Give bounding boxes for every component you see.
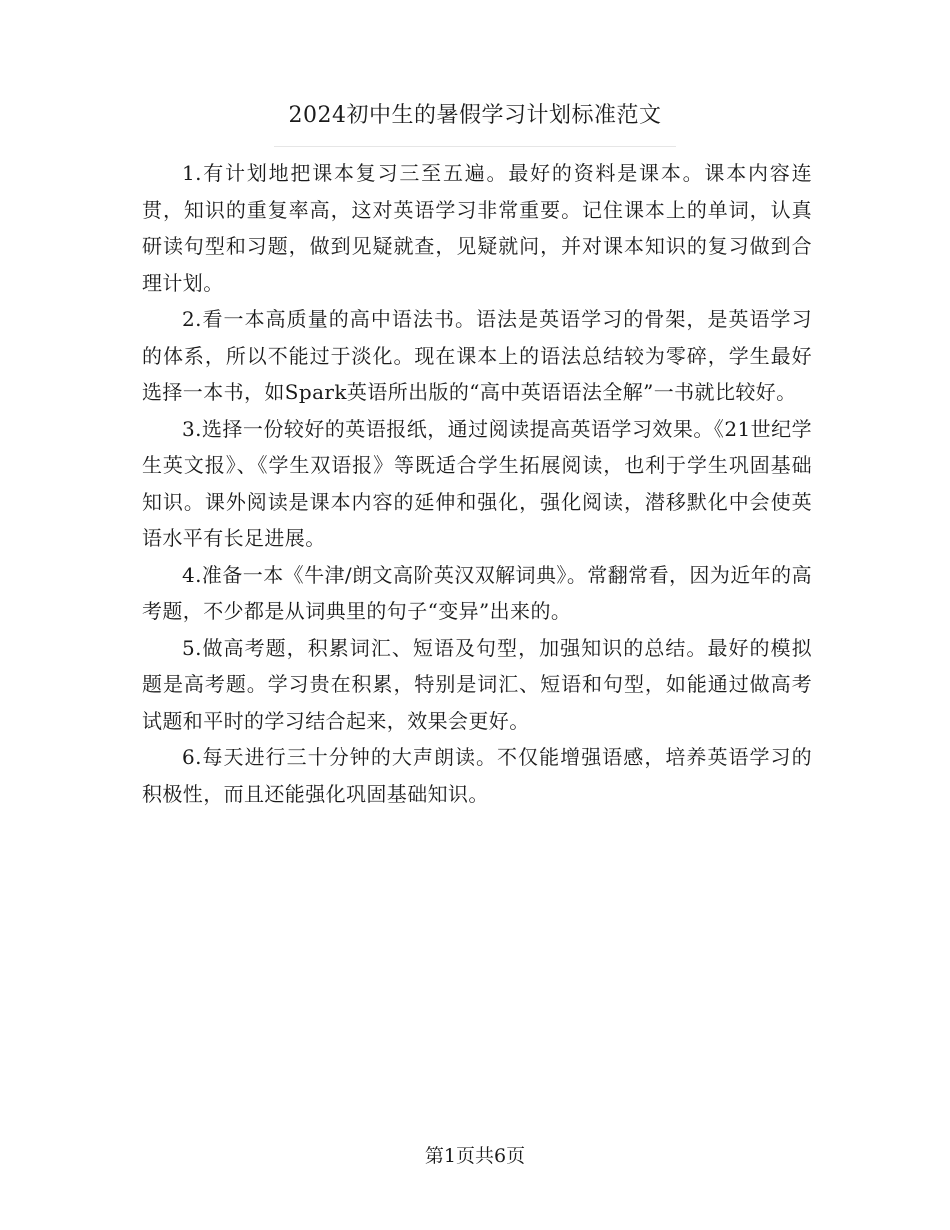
paragraph-3: 3.选择一份较好的英语报纸，通过阅读提高英语学习效果。《21世纪学生英文报》、《学生双语报》等既适合学生拓展阅读，也利于学生巩固基础知识。课外阅读是课本内容的延伸和强化，强化阅读，潜移默化中会使英语水平有长足进展。	[142, 416, 812, 550]
paragraph-4: 4.准备一本《牛津/朗文高阶英汉双解词典》。常翻常看，因为近年的高考题，不少都是从词典里的句子“变异”出来的。	[142, 562, 812, 623]
title-divider	[274, 146, 676, 147]
document-title: 2024初中生的暑假学习计划标准范文	[288, 103, 662, 128]
paragraph-5: 5.做高考题，积累词汇、短语及句型，加强知识的总结。最好的模拟题是高考题。学习贵在积累，特别是词汇、短语和句型，如能通过做高考试题和平时的学习结合起来，效果会更好。	[142, 635, 812, 733]
paragraph-2: 2.看一本高质量的高中语法书。语法是英语学习的骨架，是英语学习的体系，所以不能过于淡化。现在课本上的语法总结较为零碎，学生最好选择一本书，如Spark英语所出版的“高中英语语法全解”一书就比较好。	[142, 307, 812, 404]
page-number-footer: 第1页共6页	[424, 1145, 526, 1167]
paragraph-1: 1.有计划地把课本复习三至五遍。最好的资料是课本。课本内容连贯，知识的重复率高，这对英语学习非常重要。记住课本上的单词，认真研读句型和习题，做到见疑就查，见疑就问，并对课本知识的复习做到合理计划。	[142, 161, 812, 295]
paragraph-6: 6.每天进行三十分钟的大声朗读。不仅能增强语感，培养英语学习的积极性，而且还能强化巩固基础知识。	[142, 745, 812, 806]
document-body	[142, 155, 812, 812]
